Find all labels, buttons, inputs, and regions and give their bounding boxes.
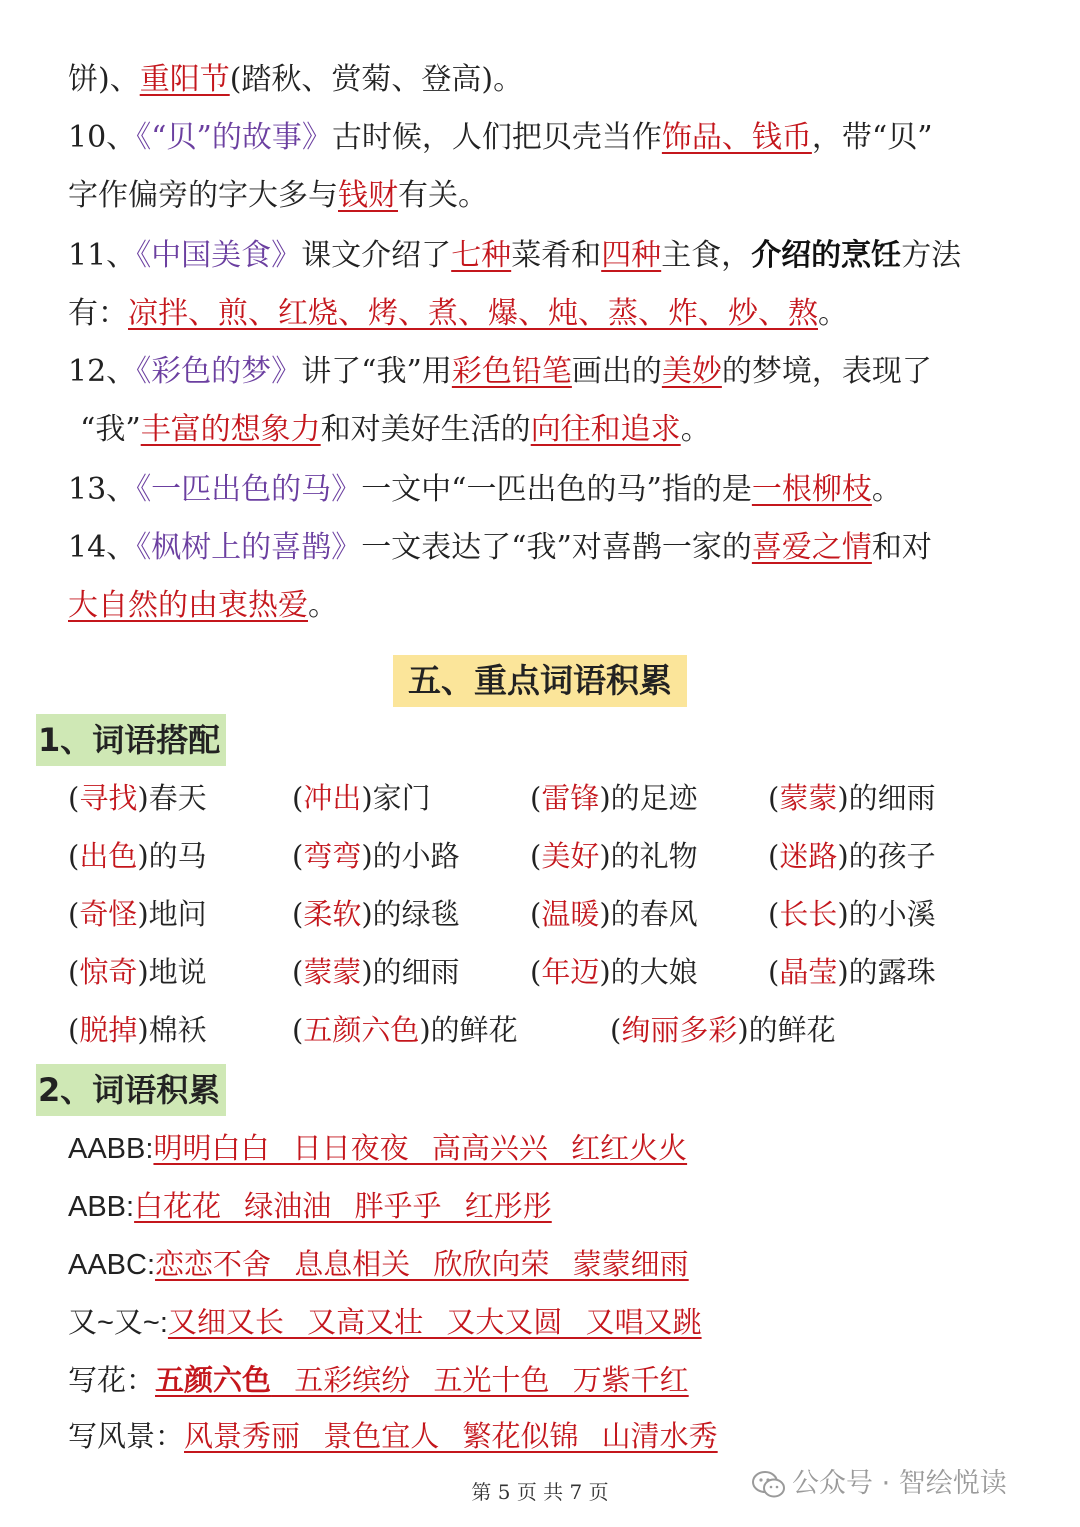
collocation-phrase — [768, 836, 936, 876]
paren: ( — [68, 839, 80, 873]
phrase-rest: )春天 — [137, 781, 207, 815]
collocation-phrase — [530, 778, 698, 818]
paren: ( — [530, 955, 542, 989]
collocation-phrase — [68, 952, 207, 992]
lesson-title: 《“贝”的故事》 — [136, 120, 332, 155]
answer-word: 脱掉 — [79, 1013, 138, 1047]
paren: ( — [530, 839, 542, 873]
paren: ( — [68, 897, 80, 931]
paren: ( — [768, 897, 780, 931]
phrase-rest: )地问 — [137, 897, 207, 931]
answer-word: 冲出 — [303, 781, 362, 815]
answer: 向往和追求 — [530, 412, 681, 447]
item-number: 13、 — [68, 472, 137, 507]
answer-word: 奇怪 — [79, 897, 138, 931]
collocation-phrase — [768, 952, 936, 992]
collocation-phrase — [292, 836, 460, 876]
text: (踏秋、赏菊、登高)。 — [229, 62, 524, 97]
text: 课文介绍了 — [301, 238, 452, 273]
accumulation-line — [68, 1128, 687, 1169]
text: 。 — [308, 588, 338, 623]
text: 主食， — [661, 238, 752, 273]
phrase-rest: )的细雨 — [361, 955, 460, 989]
pattern-label: ABB: — [68, 1191, 135, 1223]
phrase-rest: )的绿毯 — [361, 897, 460, 931]
paren: ( — [610, 1013, 622, 1047]
summary-line — [80, 410, 1044, 450]
phrase-rest: )的露珠 — [837, 955, 936, 989]
text: 古时候，人们把贝壳当作 — [331, 120, 662, 155]
phrase-rest: )的足迹 — [599, 781, 698, 815]
phrase-rest: )棉袄 — [137, 1013, 207, 1047]
answer-word: 年迈 — [541, 955, 600, 989]
collocation-phrase — [530, 836, 698, 876]
answer-word: 晶莹 — [779, 955, 838, 989]
accumulation-line — [68, 1416, 718, 1456]
word-list: 白花花 绿油油 胖乎乎 红彤彤 — [134, 1189, 552, 1223]
collocation-phrase — [68, 836, 207, 876]
answer-word: 弯弯 — [303, 839, 362, 873]
text: 菜肴和 — [511, 238, 602, 273]
pattern-label: 又~又~: — [68, 1307, 168, 1339]
answer: 凉拌、煎、红烧、烤、煮、爆、炖、蒸、炸、炒、熬 — [128, 296, 818, 331]
collocation-phrase — [610, 1010, 836, 1050]
answer-word: 惊奇 — [79, 955, 138, 989]
answer: 大自然的由衷热爱 — [68, 588, 308, 623]
text: 字作偏旁的字大多与 — [68, 178, 338, 213]
text: 。 — [680, 412, 711, 447]
paren: ( — [292, 781, 304, 815]
word-list: 五彩缤纷 五光十色 万紫千红 — [271, 1363, 689, 1397]
answer: 饰品、钱币 — [661, 120, 812, 155]
paren: ( — [292, 897, 304, 931]
paren: ( — [768, 781, 780, 815]
collocation-phrase — [292, 778, 431, 818]
answer: 美妙 — [661, 354, 722, 389]
section-title: 五、重点词语积累 — [393, 655, 687, 707]
collocation-phrase — [68, 778, 207, 818]
text: 。 — [871, 472, 902, 507]
word-list: 又细又长 又高又壮 又大又圆 又唱又跳 — [167, 1305, 702, 1339]
item-number: 11、 — [68, 238, 137, 273]
summary-line — [68, 118, 1044, 158]
accumulation-line — [68, 1186, 552, 1227]
paren: ( — [292, 839, 304, 873]
item-number: 10、 — [68, 120, 137, 155]
summary-line — [68, 470, 1044, 510]
paren: ( — [768, 955, 780, 989]
summary-line — [68, 586, 1044, 626]
answer: 钱财 — [338, 178, 398, 213]
answer-word: 五颜六色 — [303, 1013, 420, 1047]
phrase-rest: )的细雨 — [837, 781, 936, 815]
collocation-phrase — [530, 894, 698, 934]
item-number: 14、 — [68, 530, 137, 565]
collocation-phrase — [292, 894, 460, 934]
text: 和对美好生活的 — [320, 412, 531, 447]
phrase-rest: )的春风 — [599, 897, 698, 931]
answer-word: 出色 — [79, 839, 138, 873]
pattern-label: AABC: — [68, 1249, 156, 1281]
answer: 七种 — [451, 238, 512, 273]
answer: 四种 — [601, 238, 662, 273]
summary-line — [68, 294, 1044, 334]
text: 饼)、 — [68, 62, 140, 97]
pattern-label: 写风景： — [68, 1419, 185, 1453]
phrase-rest: )的小溪 — [837, 897, 936, 931]
answer-word: 寻找 — [79, 781, 138, 815]
answer: 彩色铅笔 — [451, 354, 572, 389]
paren: ( — [530, 897, 542, 931]
text: 讲了“我”用 — [301, 354, 452, 389]
watermark — [752, 1462, 1007, 1506]
answer-word: 绚丽多彩 — [621, 1013, 738, 1047]
phrase-rest: )的大娘 — [599, 955, 698, 989]
lesson-title: 《一匹出色的马》 — [136, 472, 362, 507]
subsection-title-collocation: 1、词语搭配 — [36, 714, 226, 766]
paren: ( — [292, 1013, 304, 1047]
summary-line — [68, 236, 1044, 276]
answer-word: 温暖 — [541, 897, 600, 931]
paren: ( — [68, 955, 80, 989]
answer-word: 长长 — [779, 897, 838, 931]
paren: ( — [768, 839, 780, 873]
answer: 丰富的想象力 — [140, 412, 321, 447]
summary-line — [68, 352, 1044, 392]
collocation-phrase — [292, 1010, 518, 1050]
collocation-phrase — [68, 1010, 207, 1050]
paren: ( — [292, 955, 304, 989]
accumulation-line — [68, 1302, 702, 1343]
word-list: 风景秀丽 景色宜人 繁花似锦 山清水秀 — [184, 1419, 718, 1453]
paren: ( — [530, 781, 542, 815]
answer: 喜爱之情 — [751, 530, 872, 565]
wechat-icon — [752, 1470, 786, 1500]
phrase-rest: )家门 — [361, 781, 431, 815]
collocation-phrase — [530, 952, 698, 992]
accumulation-line — [68, 1244, 689, 1285]
text: 。 — [818, 296, 848, 331]
lesson-title: 《彩色的梦》 — [136, 354, 302, 389]
summary-line — [68, 176, 1044, 216]
lesson-title: 《中国美食》 — [136, 238, 302, 273]
text: ，带“贝” — [811, 120, 933, 155]
answer-word: 迷路 — [779, 839, 838, 873]
subsection-title-accumulation: 2、词语积累 — [36, 1064, 226, 1116]
collocation-phrase — [68, 894, 207, 934]
word-list: 明明白白 日日夜夜 高高兴兴 红红火火 — [153, 1131, 688, 1165]
pattern-label: 写花： — [68, 1363, 156, 1397]
text: 有： — [68, 296, 128, 331]
text: 和对 — [871, 530, 932, 565]
phrase-rest: )的孩子 — [837, 839, 936, 873]
answer-word: 柔软 — [303, 897, 362, 931]
text: 方法 — [901, 238, 962, 273]
item-number: 12、 — [68, 354, 137, 389]
collocation-phrase — [292, 952, 460, 992]
text: 一文表达了“我”对喜鹊一家的 — [361, 530, 752, 565]
answer: 重阳节 — [139, 62, 230, 97]
summary-line — [68, 60, 1044, 100]
phrase-rest: )的小路 — [361, 839, 460, 873]
answer-word: 蒙蒙 — [303, 955, 362, 989]
accumulation-line — [68, 1360, 689, 1400]
phrase-rest: )的礼物 — [599, 839, 698, 873]
word-list: 恋恋不舍 息息相关 欣欣向荣 蒙蒙细雨 — [155, 1247, 689, 1281]
phrase-rest: )地说 — [137, 955, 207, 989]
phrase-rest: )的马 — [137, 839, 207, 873]
text: 有关。 — [398, 178, 488, 213]
collocation-phrase — [768, 894, 936, 934]
answer-word: 蒙蒙 — [779, 781, 838, 815]
bold-word: 五颜六色 — [155, 1363, 272, 1397]
answer: 一根柳枝 — [751, 472, 872, 507]
watermark-text: 公众号 · 智绘悦读 — [792, 1468, 1007, 1499]
text: 画出的 — [571, 354, 662, 389]
phrase-rest: )的鲜花 — [737, 1013, 836, 1047]
text: 一文中“一匹出色的马”指的是 — [361, 472, 752, 507]
lesson-title: 《枫树上的喜鹊》 — [136, 530, 362, 565]
bold-text: 介绍的烹饪 — [751, 238, 902, 273]
collocation-phrase — [768, 778, 936, 818]
phrase-rest: )的鲜花 — [419, 1013, 518, 1047]
text: “我” — [80, 412, 141, 447]
text: 的梦境，表现了 — [721, 354, 932, 389]
answer-word: 美好 — [541, 839, 600, 873]
pattern-label: AABB: — [68, 1133, 154, 1165]
paren: ( — [68, 781, 80, 815]
answer-word: 雷锋 — [541, 781, 600, 815]
summary-line — [68, 528, 1044, 568]
page-number: 第 5 页 共 7 页 — [471, 1480, 609, 1504]
paren: ( — [68, 1013, 80, 1047]
